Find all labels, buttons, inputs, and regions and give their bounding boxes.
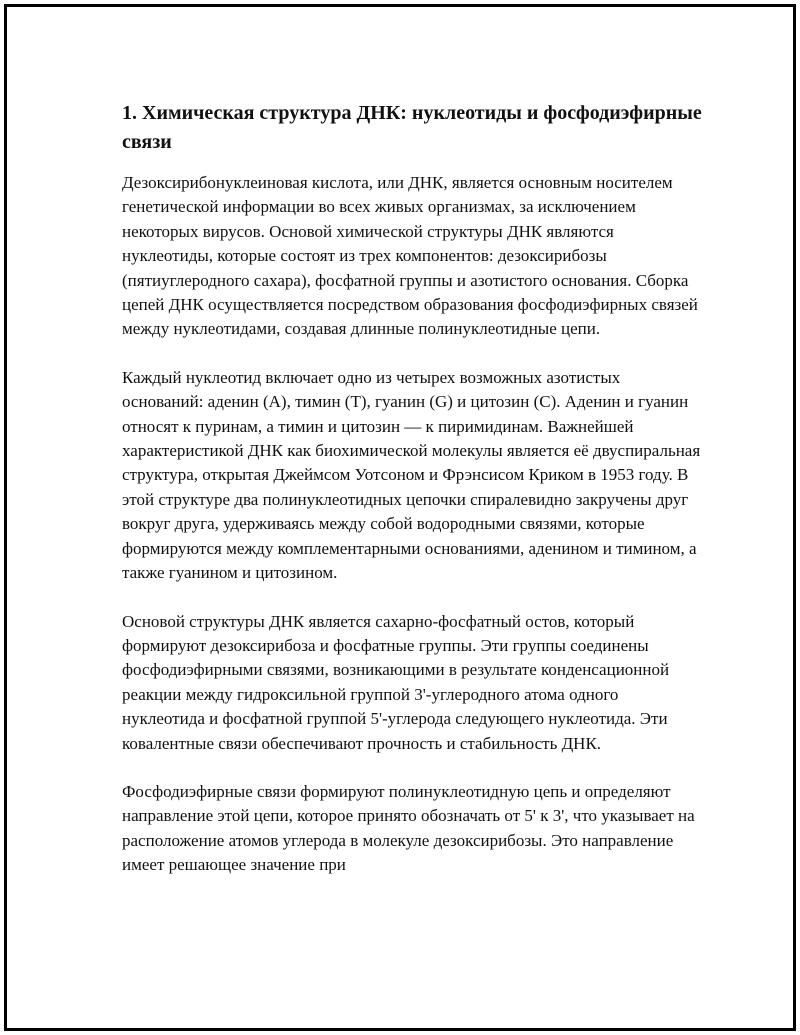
paragraph-4: Фосфодиэфирные связи формируют полинуклеотидную цепь и определяют направление этой цепи, которое принято обозначать от 5' к 3', что указывает на расположение атомов углерода в молекуле дезоксирибозы. Это направление имеет решающее значение при — [122, 781, 695, 875]
section-title: 1. Химическая структура ДНК: нуклеотиды и фосфодиэфирные связи — [122, 102, 702, 153]
paragraph-2: Каждый нуклеотид включает одно из четырех возможных азотистых оснований: аденин (A), тимин (T), гуанин (G) и цитозин (C). Аденин и гуанин относят к пуринам, а тимин и цитозин — к пиримидинам. Важнейшей характеристикой ДНК как биохимической молекулы является её двуспиральная структура, открытая Джеймсом Уотсоном и Фрэнсисом Криком в 1953 году. В этой структуре два полинуклеотидных цепочки спиралевидно закручены друг вокруг друга, удерживаясь между собой водородными связями, которые формируются между комплементарными основаниями, аденином и тимином, а также гуанином и цитозином. — [122, 367, 701, 583]
paragraph-1: Дезоксирибонуклеиновая кислота, или ДНК, является основным носителем генетической информации во всех живых организмах, за исключением некоторых вирусов. Основой химической структуры ДНК являются нуклеотиды, которые состоят из трех компонентов: дезоксирибозы (пятиуглеродного сахара), фосфатной группы и азотистого основания. Сборка цепей ДНК осуществляется посредством образования фосфодиэфирных связей между нуклеотидами, создавая длинные полинуклеотидные цепи. — [122, 173, 698, 339]
document-body — [122, 99, 702, 902]
paragraph-3: Основой структуры ДНК является сахарно-фосфатный остов, который формируют дезоксирибоза и фосфатные группы. Эти группы соединены фосфодиэфирными связями, возникающими в результате конденсационной реакции между гидроксильной группой 3'-углеродного атома одного нуклеотида и фосфатной группой 5'-углерода следующего нуклеотида. Эти ковалентные связи обеспечивают прочность и стабильность ДНК. — [122, 611, 670, 753]
page-frame — [4, 4, 796, 1031]
